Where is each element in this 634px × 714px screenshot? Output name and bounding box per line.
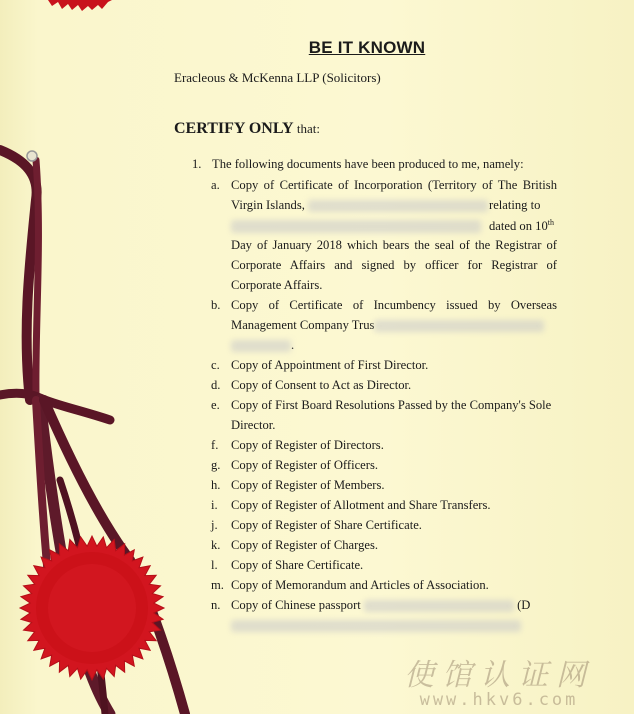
certify-bold: CERTIFY ONLY	[174, 120, 294, 137]
red-seal-icon	[20, 536, 164, 680]
item-b-line-2	[231, 318, 544, 333]
redaction	[374, 320, 544, 332]
item-a-line-1: Copy of Certificate of Incorporation (Territory of The British	[231, 178, 557, 192]
item-m-letter: m.	[211, 578, 224, 592]
redaction	[364, 600, 514, 612]
item-a-line-5: Corporate Affairs and signed by officer for Registrar of	[231, 258, 557, 272]
ribbon-icon	[0, 150, 185, 714]
item-a-date: dated on 10	[489, 219, 548, 234]
item-1-number: 1.	[192, 157, 202, 171]
item-a-line-3	[231, 218, 481, 233]
item-a-line-2b: relating to	[489, 198, 541, 212]
item-1-text: The following documents have been produced to me, namely:	[212, 157, 524, 171]
watermark	[404, 650, 594, 710]
item-h-text: Copy of Register of Members.	[231, 478, 385, 492]
item-a-line-3b	[489, 218, 554, 234]
item-g-text: Copy of Register of Officers.	[231, 458, 379, 472]
item-e-line-2: Director.	[231, 418, 276, 432]
item-b-letter: b.	[211, 298, 221, 312]
redaction	[308, 200, 488, 212]
item-l-letter: l.	[211, 558, 218, 572]
item-b-line-3	[231, 338, 294, 353]
item-i-letter: i.	[211, 498, 218, 512]
watermark-url: www.hkv6.com	[419, 690, 579, 710]
item-j-letter: j.	[211, 518, 218, 532]
item-e-letter: e.	[211, 398, 220, 412]
item-e-line-1: Copy of First Board Resolutions Passed by the Company's Sole	[231, 398, 552, 412]
item-m-text: Copy of Memorandum and Articles of Association.	[231, 578, 489, 592]
item-a-sup: th	[547, 218, 554, 227]
item-n-line-1	[231, 598, 530, 613]
item-a-line-2	[231, 198, 488, 213]
eyelet-icon	[27, 151, 37, 161]
redaction	[231, 340, 291, 352]
redaction	[231, 220, 481, 233]
item-n-text: Copy of Chinese passport	[231, 598, 361, 612]
item-g-letter: g.	[211, 458, 221, 472]
item-a-line-6: Corporate Affairs.	[231, 278, 323, 292]
item-j-text: Copy of Register of Share Certificate.	[231, 518, 422, 532]
certify-line	[174, 120, 320, 138]
item-c-letter: c.	[211, 358, 220, 372]
item-k-text: Copy of Register of Charges.	[231, 538, 379, 552]
item-a-line-4: Day of January 2018 which bears the seal of the Registrar of	[231, 238, 557, 252]
item-k-letter: k.	[211, 538, 221, 552]
item-b-line-1: Copy of Certificate of Incumbency issued by Overseas	[231, 298, 557, 312]
item-b-line-2a: Management Company Trus	[231, 318, 375, 332]
firm-name: Eracleous & McKenna LLP (Solicitors)	[174, 70, 381, 85]
item-d-text: Copy of Consent to Act as Director.	[231, 378, 412, 392]
item-f-text: Copy of Register of Directors.	[231, 438, 384, 452]
item-c-text: Copy of Appointment of First Director.	[231, 358, 429, 372]
item-n-letter: n.	[211, 598, 221, 612]
item-d-letter: d.	[211, 378, 221, 392]
watermark-cn: 使馆认证网	[404, 658, 594, 693]
item-f-letter: f.	[211, 438, 219, 452]
certify-rest: that:	[293, 121, 320, 136]
top-seal-icon	[48, 0, 112, 11]
item-h-letter: h.	[211, 478, 221, 492]
item-a-letter: a.	[211, 178, 220, 192]
item-l-text: Copy of Share Certificate.	[231, 558, 364, 572]
item-n-text-end: (D	[517, 598, 531, 612]
document-title: BE IT KNOWN	[308, 38, 426, 57]
item-i-text: Copy of Register of Allotment and Share Transfers.	[231, 498, 491, 512]
item-b-line-3a: .	[291, 338, 295, 352]
item-a-line-2a: Virgin Islands,	[231, 198, 305, 212]
item-n-line-2	[231, 618, 521, 633]
redaction	[231, 620, 521, 632]
